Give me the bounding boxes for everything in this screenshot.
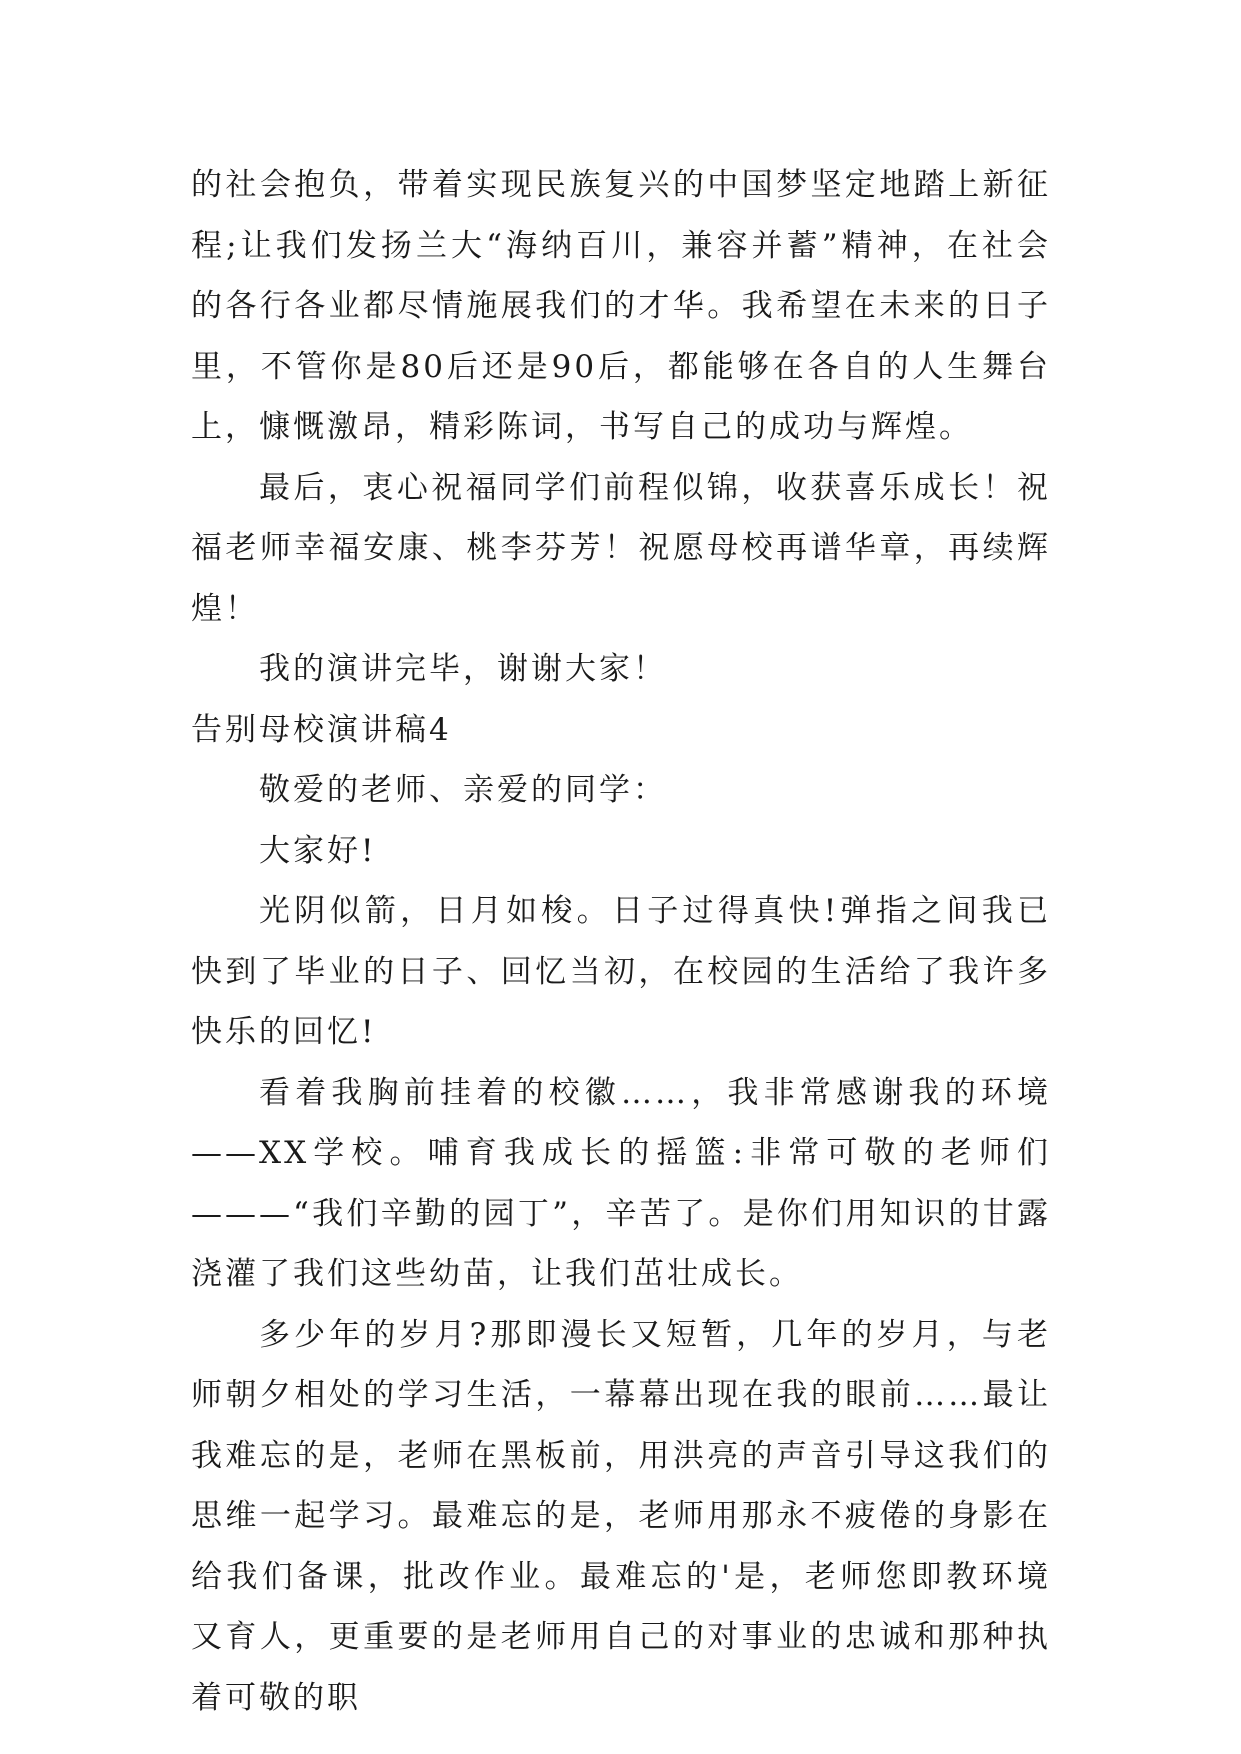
document-body bbox=[191, 155, 1051, 1728]
section-heading: 告别母校演讲稿4 bbox=[191, 711, 452, 748]
paragraph-continuation: 的社会抱负，带着实现民族复兴的中国梦坚定地踏上新征程;让我们发扬兰大“海纳百川，兼容并蓄”精神，在社会的各行各业都尽情施展我们的才华。我希望在未来的日子里，不管你是80后还是90后，都能够在各自的人生舞台上，慷慨激昂，精彩陈词，书写自己的成功与辉煌。 bbox=[191, 167, 1051, 445]
paragraph-memories: 多少年的岁月?那即漫长又短暂，几年的岁月，与老师朝夕相处的学习生活，一幕幕出现在我的眼前……最让我难忘的是，老师在黑板前，用洪亮的声音引导这我们的思维一起学习。最难忘的是，老师用那永不疲倦的身影在给我们备课，批改作业。最难忘的'是，老师您即教环境又育人，更重要的是老师用自己的对事业的忠诚和那种执着可敬的职 bbox=[191, 1316, 1051, 1716]
paragraph-salutation: 敬爱的老师、亲爱的同学： bbox=[259, 772, 667, 808]
paragraph-school-badge: 看着我胸前挂着的校徽……，我非常感谢我的环境——XX学校。哺育我成长的摇篮:非常可敬的老师们———“我们辛勤的园丁”，辛苦了。是你们用知识的甘露浇灌了我们这些幼苗，让我们茁壮成长。 bbox=[191, 1074, 1051, 1292]
paragraph-speech-end: 我的演讲完毕，谢谢大家！ bbox=[259, 651, 667, 687]
paragraph-time-flies: 光阴似箭，日月如梭。日子过得真快!弹指之间我已快到了毕业的日子、回忆当初，在校园的生活给了我许多快乐的回忆! bbox=[191, 893, 1051, 1050]
paragraph-closing-wishes: 最后，衷心祝福同学们前程似锦，收获喜乐成长！祝福老师幸福安康、桃李芬芳！祝愿母校再谱华章，再续辉煌！ bbox=[191, 469, 1051, 627]
paragraph-greeting: 大家好! bbox=[259, 832, 377, 869]
